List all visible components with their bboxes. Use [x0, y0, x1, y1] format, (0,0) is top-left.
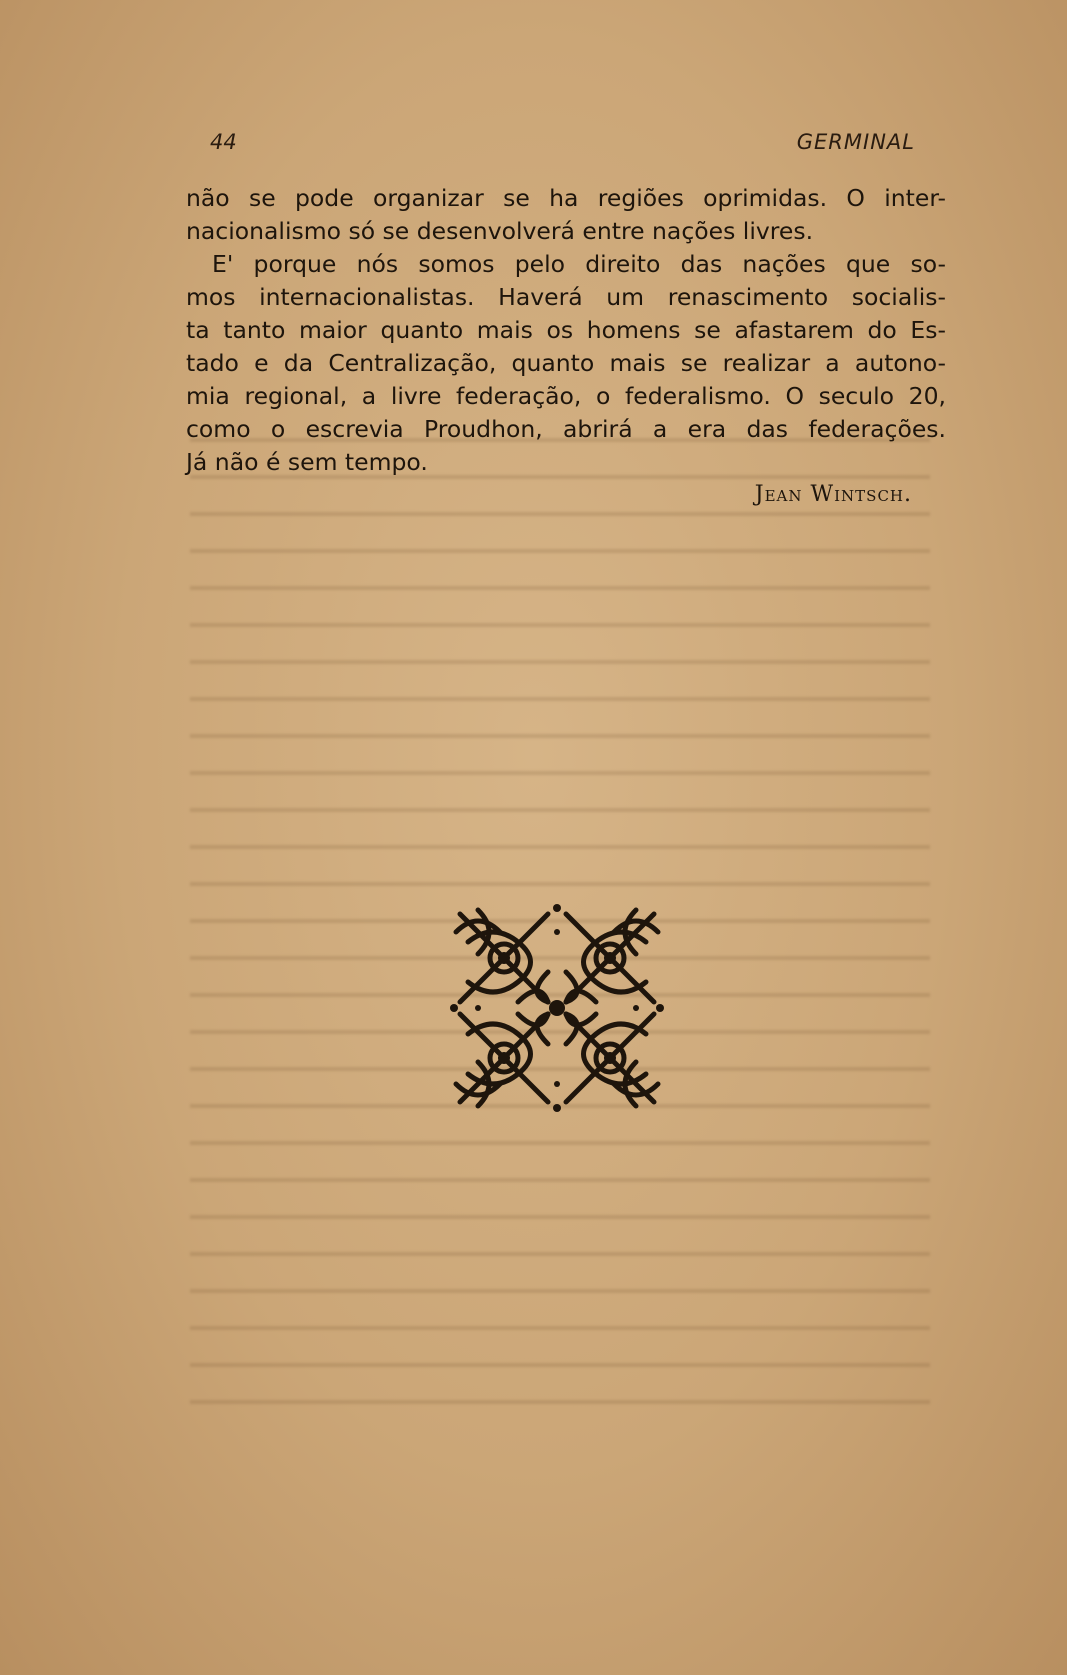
text-line: mia regional, a livre federação, o federalismo. O seculo 20, — [186, 382, 946, 410]
text-line: como o escrevia Proudhon, abrirá a era das federações. — [186, 415, 946, 443]
author-signature: Jean Wintsch. — [754, 482, 912, 507]
text-line: mos internacionalistas. Haverá um renascimento socialis- — [186, 283, 946, 311]
page-header — [0, 130, 1067, 160]
text-line: nacionalismo só se desenvolverá entre nações livres. — [186, 217, 814, 245]
text-line: Já não é sem tempo. — [186, 448, 428, 476]
text-line: ta tanto maior quanto mais os homens se afastarem do Es- — [186, 316, 946, 344]
running-title: GERMINAL — [796, 130, 915, 154]
body-paragraph — [186, 182, 946, 479]
page-number: 44 — [210, 130, 237, 154]
text-line: não se pode organizar se ha regiões oprimidas. O inter- — [186, 184, 946, 212]
text-line: tado e da Centralização, quanto mais se realizar a autono- — [186, 349, 946, 377]
fleuron-ornament-icon — [448, 902, 666, 1114]
text-line: E' porque nós somos pelo direito das nações que so- — [212, 250, 946, 278]
